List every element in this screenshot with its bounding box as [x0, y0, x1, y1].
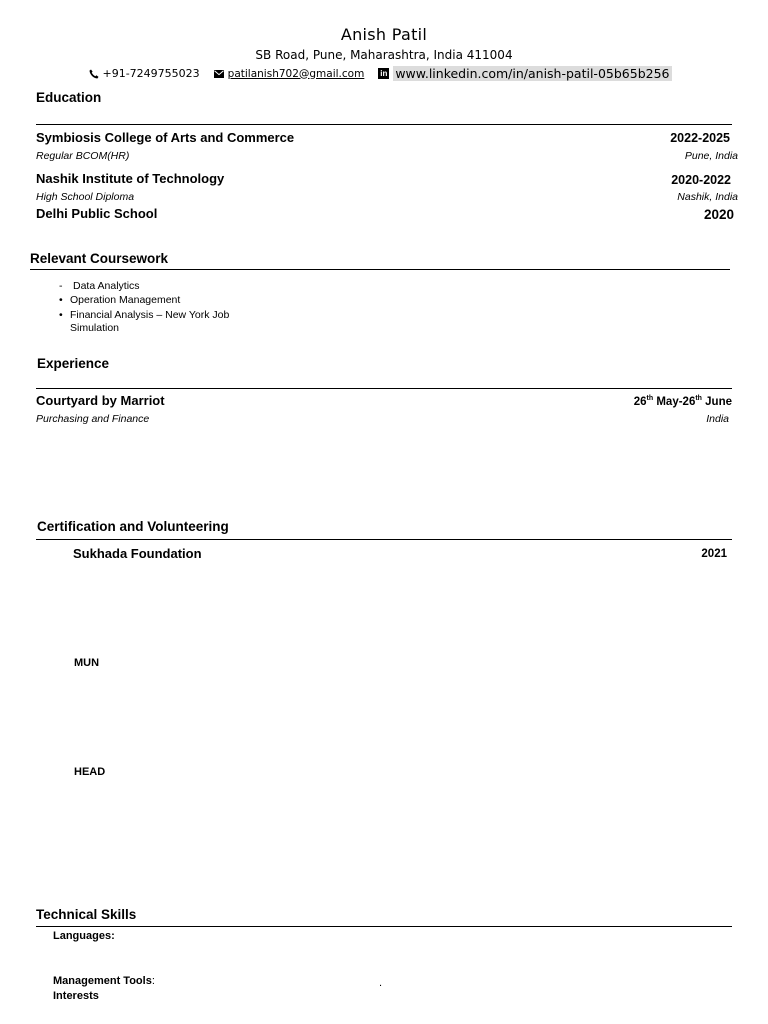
certification-item: MUN: [74, 657, 100, 669]
certification-heading: Certification and Volunteering: [37, 519, 229, 534]
coursework-heading: Relevant Coursework: [30, 251, 169, 266]
certification-item: HEAD: [74, 766, 106, 778]
bullet-marker: •: [59, 309, 63, 321]
education-location: Nashik, India: [677, 191, 738, 203]
skills-heading: Technical Skills: [36, 907, 137, 922]
stray-dot: .: [379, 977, 383, 989]
coursework-item: Data Analytics: [73, 280, 140, 292]
experience-location: India: [706, 413, 729, 425]
certification-org: Sukhada Foundation: [73, 546, 202, 561]
coursework-divider: [30, 269, 730, 270]
coursework-item: Financial Analysis – New York Job: [70, 309, 230, 321]
coursework-item-continued: Simulation: [70, 322, 120, 334]
certification-year: 2021: [701, 548, 727, 560]
coursework-item: Operation Management: [70, 294, 181, 306]
envelope-icon: [214, 70, 224, 78]
linkedin-icon: in: [380, 69, 388, 78]
certification-divider: [36, 539, 732, 540]
skills-management-tools-label: Management Tools:: [53, 975, 155, 987]
email-link[interactable]: patilanish702@gmail.com: [227, 67, 365, 80]
experience-divider: [36, 388, 732, 389]
education-detail: High School Diploma: [36, 191, 135, 203]
education-divider: [36, 124, 732, 125]
role-title: Purchasing and Finance: [36, 413, 150, 425]
education-heading: Education: [36, 90, 102, 105]
resume-name: Anish Patil: [340, 25, 428, 44]
experience-date: 26th May-26th June: [633, 395, 732, 408]
institution-name: Symbiosis College of Arts and Commerce: [36, 130, 295, 145]
institution-name: Delhi Public School: [36, 206, 158, 221]
bullet-marker: -: [59, 280, 63, 292]
skills-divider: [36, 926, 732, 927]
linkedin-link[interactable]: www.linkedin.com/in/anish-patil-05b65b256: [395, 66, 670, 81]
institution-name: Nashik Institute of Technology: [36, 171, 225, 186]
linkedin-item[interactable]: [378, 66, 671, 81]
education-detail: Regular BCOM(HR): [36, 150, 130, 162]
phone-number: +91-7249755023: [102, 67, 200, 80]
bullet-marker: •: [59, 294, 63, 306]
skills-interests-label: Interests: [53, 990, 99, 1002]
contact-row: [0, 66, 768, 81]
address: SB Road, Pune, Maharashtra, India 411004: [255, 48, 513, 62]
education-date: 2022-2025: [670, 131, 730, 145]
education-location: Pune, India: [684, 150, 738, 162]
experience-heading: Experience: [37, 356, 110, 371]
email-item[interactable]: [214, 68, 365, 80]
phone-item: [89, 67, 200, 80]
skills-languages-label: Languages:: [53, 930, 115, 942]
education-date: 2020: [703, 207, 734, 222]
phone-icon: [89, 69, 99, 79]
education-date: 2020-2022: [671, 173, 731, 187]
company-name: Courtyard by Marriot: [36, 393, 165, 408]
